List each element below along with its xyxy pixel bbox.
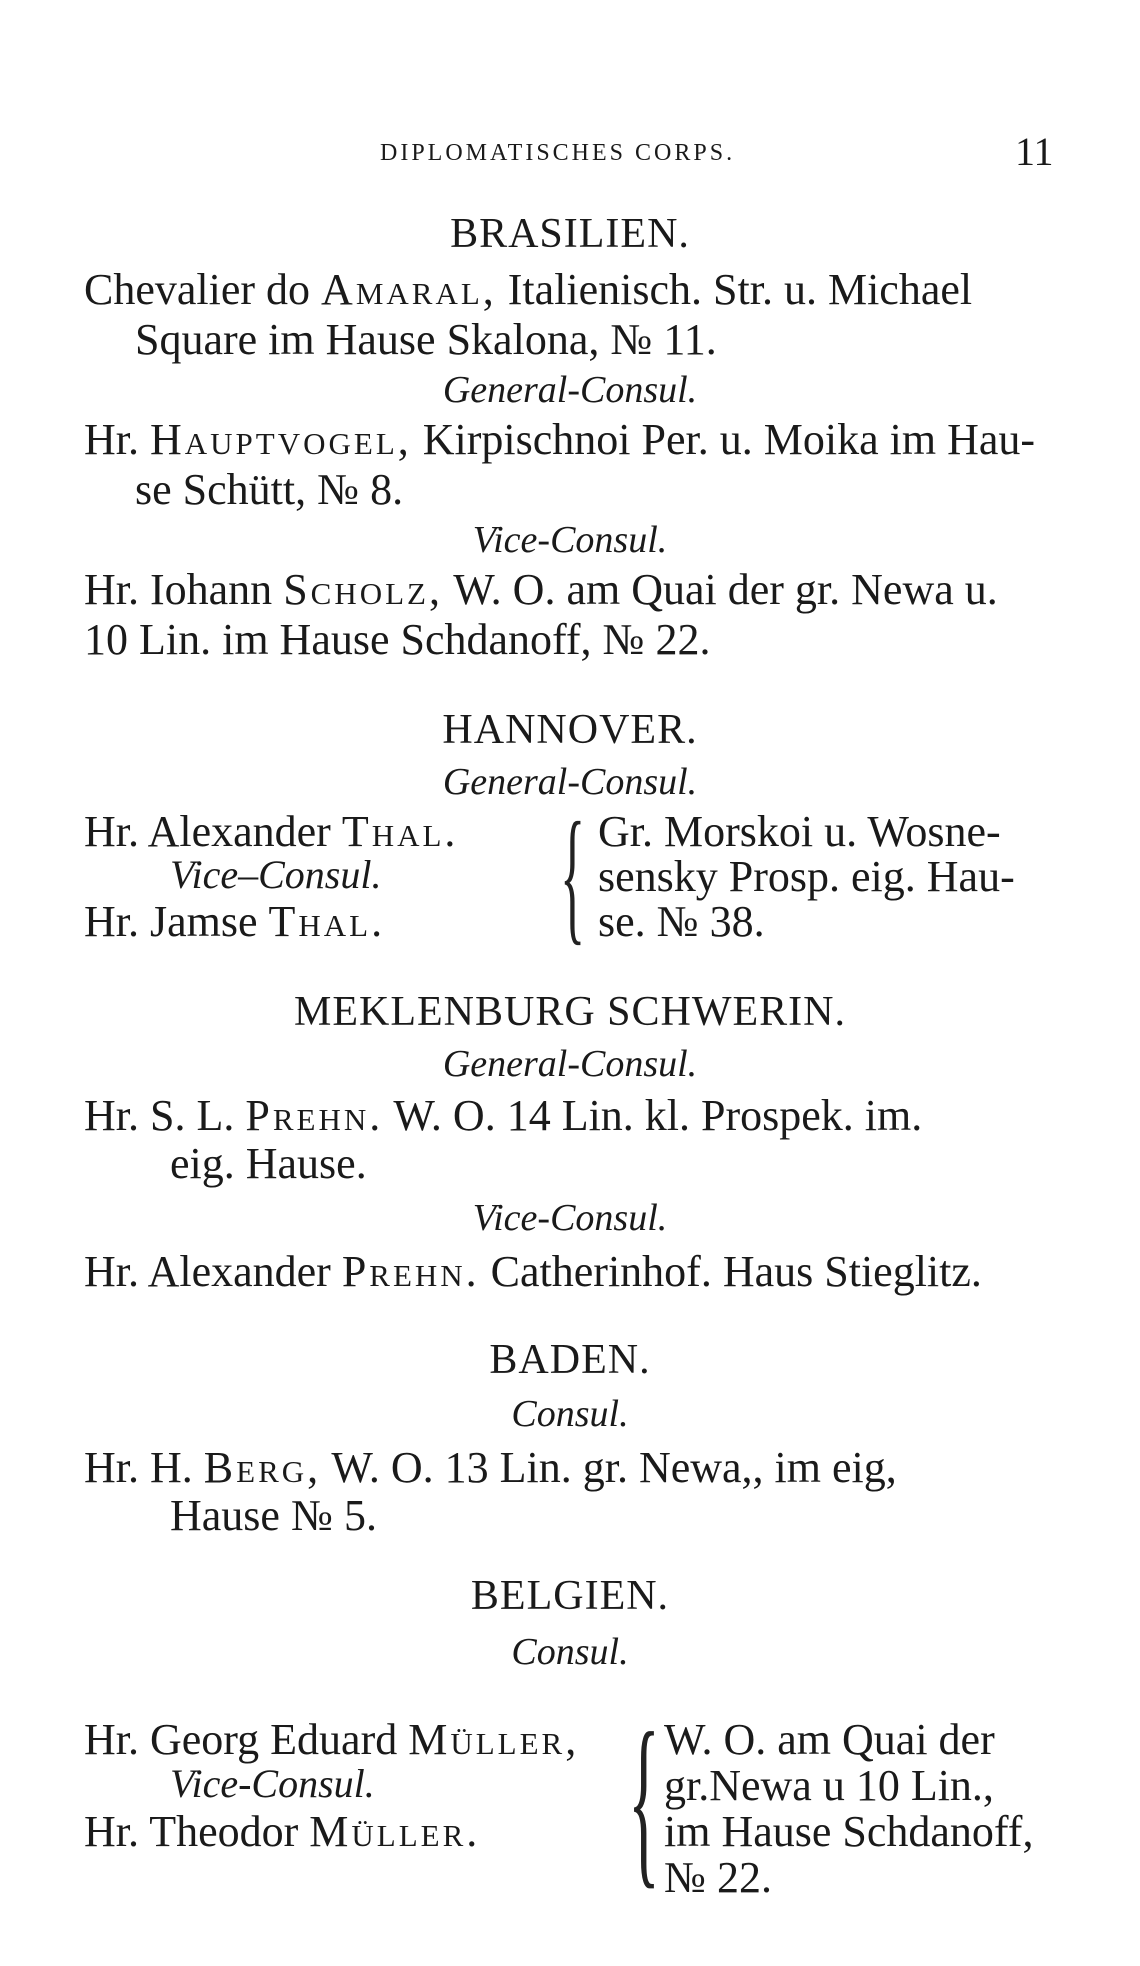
person-surname: Prehn. [341,1247,480,1296]
entry-address: Kirpischnoi Per. u. Moika im Hau- [411,415,1036,464]
person-surname: Amaral, [321,265,497,314]
person-surname: Hauptvogel, [150,415,412,464]
person-surname: Prehn. [245,1091,384,1140]
office-title-inline: Vice–Consul. [170,852,382,897]
entry-line [84,415,1036,464]
shared-address-line: se. № 38. [598,897,765,946]
entry-line [84,807,459,856]
entry-address: Italienisch. Str. u. Michael [496,265,973,314]
page-number: 11 [1015,129,1054,174]
person-surname: Thal. [268,897,386,946]
section-heading-baden: BADEN. [489,1337,651,1383]
office-title: Consul. [511,1393,629,1435]
brace-symbol: { [560,792,586,958]
entry-line-continued: Square im Hause Skalona, № 11. [135,315,717,364]
entry-line [84,1715,580,1764]
entry-prefix: Hr. [84,415,150,464]
shared-address-line: im Hause Schdanoff, [664,1807,1034,1856]
office-title: Vice-Consul. [472,1197,668,1239]
entry-prefix: Hr. Theodor [84,1807,310,1856]
office-title: Vice-Consul. [472,519,668,561]
entry-line [84,1247,982,1296]
person-surname: Müller. [309,1807,481,1856]
entry-prefix: Hr. S. L. [84,1091,246,1140]
office-title: Consul. [511,1631,629,1673]
office-title: General-Consul. [442,1043,698,1085]
office-title: General-Consul. [442,761,698,803]
entry-line [84,265,973,314]
section-heading-brasilien: BRASILIEN. [450,211,690,257]
entry-line-continued: se Schütt, № 8. [135,465,404,514]
office-title-inline: Vice-Consul. [170,1761,375,1806]
entry-line [84,897,386,946]
person-surname: Müller, [408,1715,580,1764]
section-heading-hannover: HANNOVER. [442,707,698,753]
section-heading-meklenburg: MEKLENBURG SCHWERIN. [294,989,846,1035]
entry-address: Catherinhof. Haus Stieglitz. [479,1247,982,1296]
brace-symbol: { [628,1695,660,1905]
entry-line [84,1443,897,1492]
entry-address: W. O. 14 Lin. kl. Prospek. im. [383,1091,923,1140]
office-title: General-Consul. [442,369,698,411]
shared-address-line: Gr. Morskoi u. Wosne- [598,807,1001,856]
entry-line-continued: Hause № 5. [170,1491,377,1540]
shared-address-line: gr.Newa u 10 Lin., [664,1761,994,1810]
entry-prefix: Hr. Alexander [84,807,342,856]
entry-prefix: Hr. Georg Eduard [84,1715,409,1764]
entry-address: W. O. 13 Lin. gr. Newa,, im eig, [321,1443,897,1492]
section-heading-belgien: BELGIEN. [470,1573,670,1619]
entry-prefix: Hr. H. [84,1443,204,1492]
entry-prefix: Hr. Jamse [84,897,269,946]
entry-address: W. O. am Quai der gr. Newa u. [442,565,998,614]
entry-line-continued: eig. Hause. [170,1139,367,1188]
entry-line [84,565,998,614]
entry-prefix: Hr. Alexander [84,1247,342,1296]
entry-prefix: Hr. Iohann [84,565,284,614]
entry-line-continued: 10 Lin. im Hause Schdanoff, № 22. [84,615,711,664]
entry-line [84,1091,923,1140]
shared-address-line: W. O. am Quai der [664,1715,995,1764]
person-surname: Scholz, [283,565,443,614]
running-head: DIPLOMATISCHES CORPS. [380,140,736,166]
entry-prefix: Chevalier do [84,265,322,314]
entry-line [84,1807,481,1856]
person-surname: Berg, [203,1443,322,1492]
shared-address-line: sensky Prosp. eig. Hau- [598,852,1015,901]
person-surname: Thal. [341,807,459,856]
shared-address-line: № 22. [664,1853,772,1902]
